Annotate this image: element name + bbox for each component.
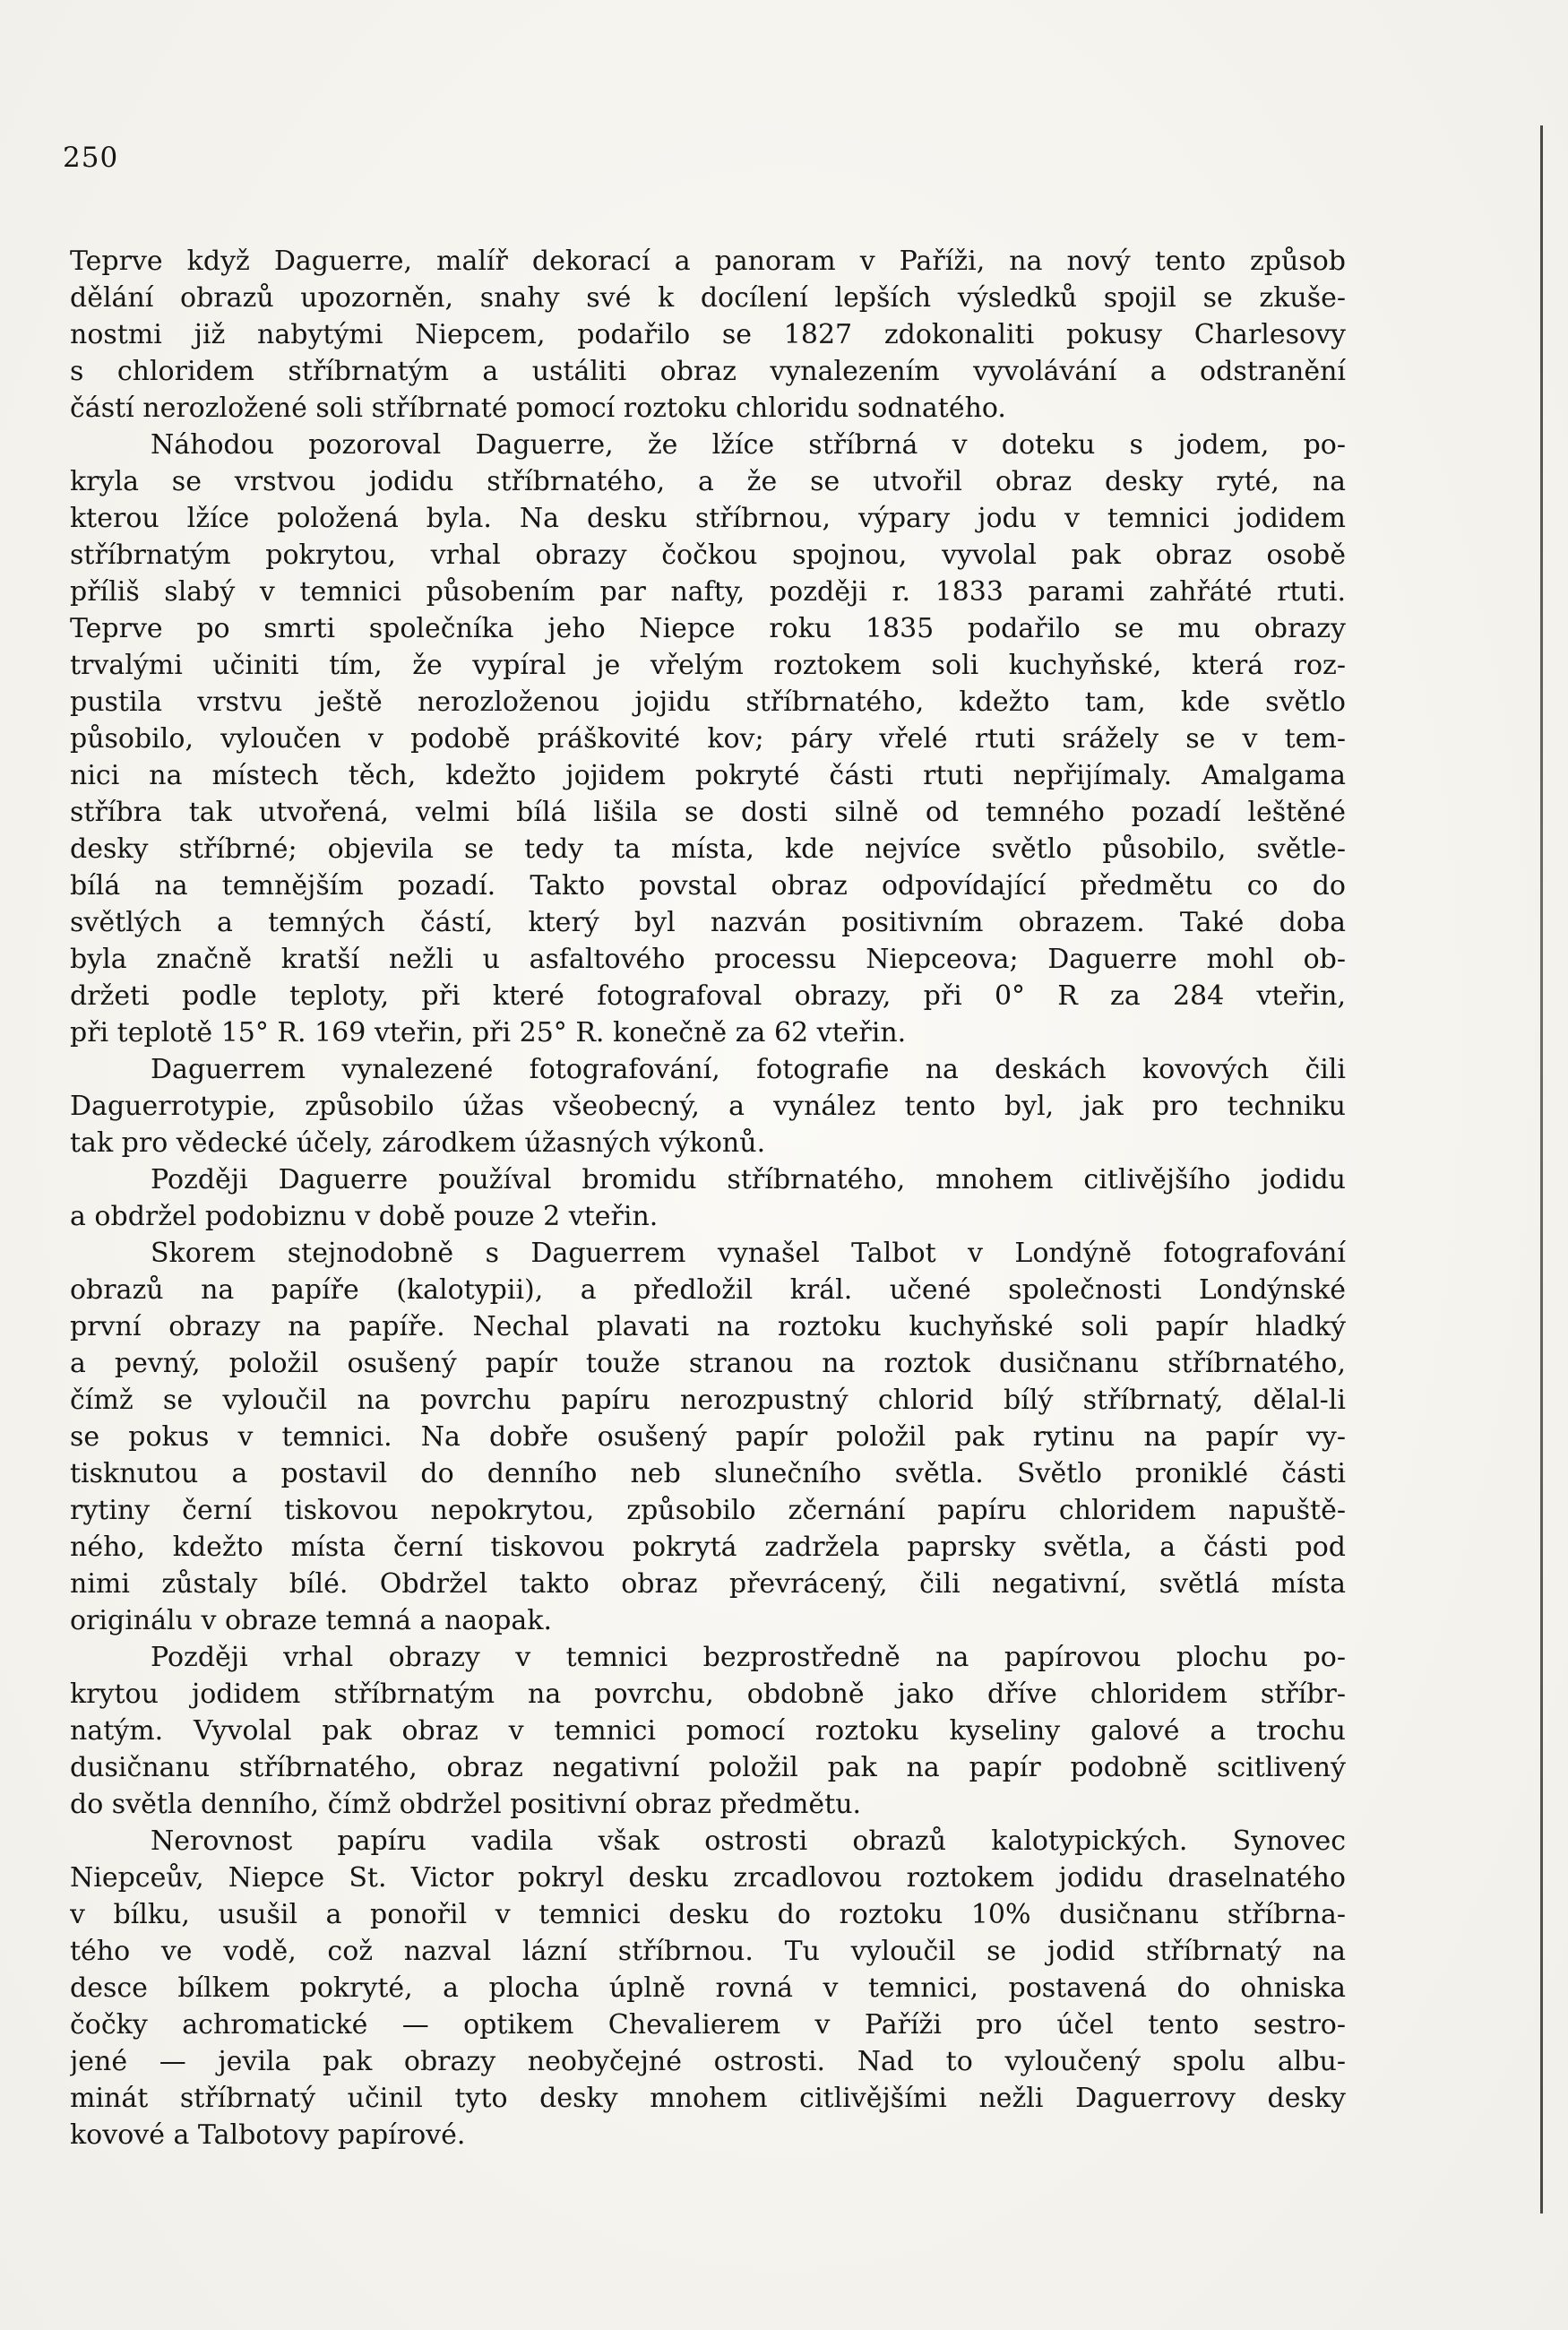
text-line: pustila vrstvu ještě nerozloženou jojidu stříbrnatého, kdežto tam, kde světlo [70, 686, 1346, 718]
text-line: stříbrnatým pokrytou, vrhal obrazy čočkou spojnou, vyvolal pak obraz osobě [70, 539, 1346, 571]
page-number: 250 [63, 142, 119, 174]
text-line: nici na místech těch, kdežto jojidem pokryté části rtuti nepřijímaly. Amalgama [70, 760, 1346, 791]
text-line: s chloridem stříbrnatým a ustáliti obraz vynalezením vyvolávání a odstranění [70, 356, 1346, 387]
text-line: první obrazy na papíře. Nechal plavati na roztoku kuchyňské soli papír hladký [70, 1311, 1346, 1342]
text-line: do světla denního, čímž obdržel positivní obraz předmětu. [70, 1789, 862, 1820]
text-line: desce bílkem pokryté, a plocha úplně rovná v temnici, postavená do ohniska [70, 1972, 1346, 2004]
page-edge-shadow [1540, 125, 1543, 2214]
text-line: a obdržel podobiznu v době pouze 2 vteřin. [70, 1201, 659, 1232]
text-line: při teplotě 15° R. 169 vteřin, při 25° R. konečně za 62 vteřin. [70, 1017, 907, 1048]
text-line: světlých a temných částí, který byl nazván positivním obrazem. Také doba [70, 907, 1346, 938]
text-line: minát stříbrnatý učinil tyto desky mnohem citlivějšími nežli Daguerrovy desky [70, 2083, 1346, 2114]
text-line: Daguerrem vynalezené fotografování, fotografie na deskách kovových čili [151, 1054, 1346, 1085]
text-line: nostmi již nabytými Niepcem, podařilo se 1827 zdokonaliti pokusy Charlesovy [70, 319, 1346, 350]
text-line: trvalými učiniti tím, že vypíral je vřelým roztokem soli kuchyňské, která roz- [70, 650, 1346, 681]
text-line: Později vrhal obrazy v temnici bezprostředně na papírovou plochu po- [151, 1642, 1346, 1673]
text-line: natým. Vyvolal pak obraz v temnici pomocí roztoku kyseliny galové a trochu [70, 1715, 1346, 1747]
text-line: nimi zůstaly bílé. Obdržel takto obraz převrácený, čili negativní, světlá místa [70, 1568, 1346, 1600]
text-line: Skorem stejnodobně s Daguerrem vynašel Talbot v Londýně fotografování [151, 1238, 1346, 1269]
text-line: rytiny černí tiskovou nepokrytou, způsobilo zčernání papíru chloridem napuště- [70, 1495, 1346, 1526]
text-line: působilo, vyloučen v podobě práškovité kov; páry vřelé rtuti srážely se v tem- [70, 723, 1346, 755]
text-line: částí nerozložené soli stříbrnaté pomocí roztoku chloridu sodnatého. [70, 393, 1006, 424]
text-line: Daguerrotypie, způsobilo úžas všeobecný, a vynález tento byl, jak pro techniku [70, 1091, 1346, 1122]
text-line: bílá na temnějším pozadí. Takto povstal obraz odpovídající předmětu co do [70, 870, 1346, 902]
text-line: ného, kdežto místa černí tiskovou pokrytá zadržela paprsky světla, a části pod [70, 1532, 1346, 1563]
text-line: Později Daguerre používal bromidu stříbrnatého, mnohem citlivějšího jodidu [151, 1164, 1346, 1195]
text-line: kryla se vrstvou jodidu stříbrnatého, a že se utvořil obraz desky ryté, na [70, 466, 1346, 497]
text-line: kovové a Talbotovy papírové. [70, 2119, 466, 2151]
text-line: příliš slabý v temnici působením par nafty, později r. 1833 parami zahřáté rtuti. [70, 576, 1346, 608]
text-line: Niepceův, Niepce St. Victor pokryl desku zrcadlovou roztokem jodidu draselnatého [70, 1862, 1346, 1894]
text-line: Teprve když Daguerre, malíř dekorací a panoram v Paříži, na nový tento způsob [70, 246, 1346, 277]
text-line: Náhodou pozoroval Daguerre, že lžíce stříbrná v doteku s jodem, po- [151, 429, 1346, 461]
text-line: čočky achromatické — optikem Chevalierem v Paříži pro účel tento sestro- [70, 2009, 1346, 2041]
text-line: a pevný, položil osušený papír touže stranou na roztok dusičnanu stříbrnatého, [70, 1348, 1346, 1379]
text-line: Nerovnost papíru vadila však ostrosti obrazů kalotypických. Synovec [151, 1825, 1346, 1857]
text-line: byla značně kratší nežli u asfaltového processu Niepceova; Daguerre mohl ob- [70, 944, 1346, 975]
text-line: čímž se vyloučil na povrchu papíru nerozpustný chlorid bílý stříbrnatý, dělal-li [70, 1385, 1346, 1416]
text-line: držeti podle teploty, při které fotografoval obrazy, při 0° R za 284 vteřin, [70, 980, 1346, 1012]
text-line: desky stříbrné; objevila se tedy ta místa, kde nejvíce světlo působilo, světle- [70, 833, 1346, 865]
text-line: stříbra tak utvořená, velmi bílá lišila se dosti silně od temného pozadí leštěné [70, 797, 1346, 828]
text-line: jené — jevila pak obrazy neobyčejné ostrosti. Nad to vyloučený spolu albu- [70, 2046, 1346, 2077]
text-line: tak pro vědecké účely, zárodkem úžasných výkonů. [70, 1127, 766, 1159]
text-line: originálu v obraze temná a naopak. [70, 1605, 553, 1636]
text-line: kterou lžíce položená byla. Na desku stříbrnou, výpary jodu v temnici jodidem [70, 503, 1346, 534]
text-line: dusičnanu stříbrnatého, obraz negativní položil pak na papír podobně scitlivený [70, 1752, 1346, 1783]
text-line: krytou jodidem stříbrnatým na povrchu, obdobně jako dříve chloridem stříbr- [70, 1678, 1346, 1710]
text-line: tisknutou a postavil do denního neb slunečního světla. Světlo proniklé části [70, 1458, 1346, 1489]
text-line: Teprve po smrti společníka jeho Niepce roku 1835 podařilo se mu obrazy [70, 613, 1346, 644]
text-line: se pokus v temnici. Na dobře osušený papír položil pak rytinu na papír vy- [70, 1421, 1346, 1453]
text-line: tého ve vodě, což nazval lázní stříbrnou. Tu vyloučil se jodid stříbrnatý na [70, 1936, 1346, 1967]
text-line: obrazů na papíře (kalotypii), a předložil král. učené společnosti Londýnské [70, 1274, 1346, 1306]
text-line: v bílku, usušil a ponořil v temnici desku do roztoku 10% dusičnanu stříbrna- [70, 1899, 1346, 1930]
body-text [70, 243, 1346, 2153]
text-line: dělání obrazů upozorněn, snahy své k docílení lepších výsledků spojil se zkuše- [70, 282, 1346, 314]
